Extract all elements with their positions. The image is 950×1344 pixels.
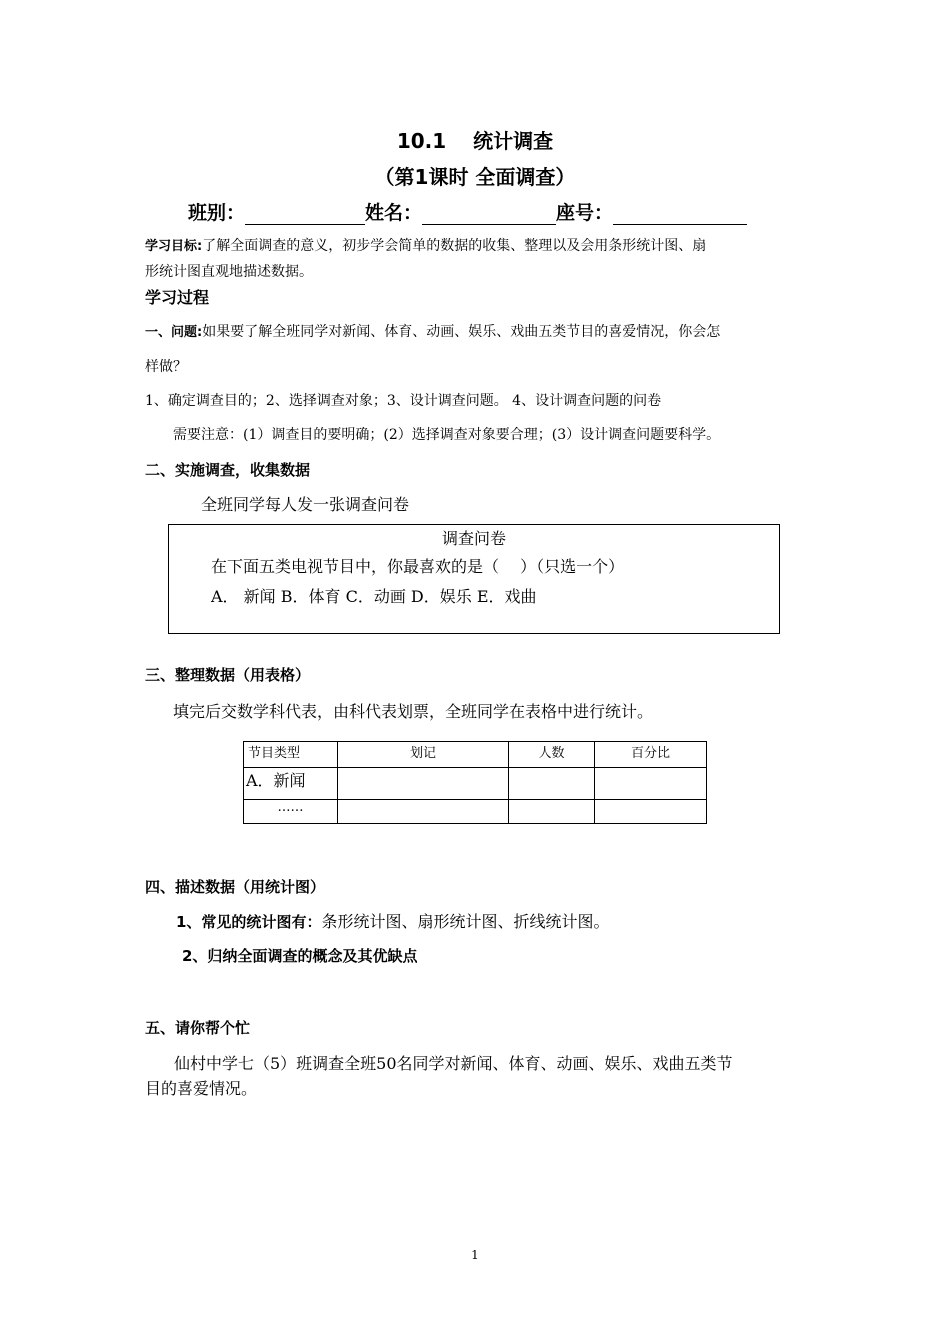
section4-item1-text: 条形统计图、扇形统计图、折线统计图。 [321,912,610,931]
page-title: 10.1 统计调查 [396,129,554,153]
class-blank[interactable] [245,202,365,225]
section5-line-1: 仙村中学七（5）班调查全班50名同学对新闻、体育、动画、娱乐、戏曲五类节 [174,1054,733,1073]
table-header-cell: 划记 [338,742,509,768]
table-cell[interactable] [595,800,707,824]
page-subtitle: （第1课时 全面调查） [374,165,576,189]
section4-heading: 四、描述数据（用统计图） [145,878,326,896]
table-cell: …… [244,800,338,824]
section4-item2: 2、归纳全面调查的概念及其优缺点 [182,947,418,965]
section1-label: 一、问题: [145,325,203,340]
table-header-cell: 百分比 [595,742,707,768]
class-label: 班别： [188,202,246,224]
section1-note: 需要注意：(1）调查目的要明确；(2）选择调查对象要合理；(3）设计调查问题要科学。 [173,427,721,443]
section2-heading: 二、实施调查，收集数据 [145,461,311,479]
student-info-row [188,198,747,225]
table-cell[interactable] [338,800,509,824]
questionnaire-box [168,524,780,634]
section3-heading: 三、整理数据（用表格） [145,666,311,684]
tally-table [243,741,707,824]
section5-heading: 五、请你帮个忙 [145,1019,251,1037]
table-cell[interactable] [338,768,509,800]
table-header-cell: 节目类型 [244,742,338,768]
section1-steps: 1、确定调查目的；2、选择调查对象；3、设计调查问题。 4、设计调查问题的问卷 [145,393,662,409]
table-header-row [244,742,707,768]
goal-line-1 [145,235,706,255]
process-heading: 学习过程 [145,288,210,307]
section1-text-1: 如果要了解全班同学对新闻、体育、动画、娱乐、戏曲五类节目的喜爱情况，你会怎 [202,324,721,340]
seat-label: 座号： [556,202,614,224]
goal-text-1: 了解全面调查的意义，初步学会简单的数据的收集、整理以及会用条形统计图、扇 [202,238,707,254]
name-label: 姓名： [365,202,423,224]
table-cell[interactable] [509,800,595,824]
page-number: 1 [471,1248,479,1262]
table-row [244,768,707,800]
table-header-cell: 人数 [509,742,595,768]
questionnaire-options: A． 新闻 B．体育 C．动画 D．娱乐 E．戏曲 [211,587,537,606]
name-blank[interactable] [422,202,556,225]
table-cell: A．新闻 [244,768,338,800]
table-row [244,800,707,824]
goal-line-2: 形统计图直观地描述数据。 [145,264,313,280]
table-cell[interactable] [595,768,707,800]
section3-text: 填完后交数学科代表，由科代表划票，全班同学在表格中进行统计。 [173,702,654,721]
section1-line-1 [145,321,720,341]
section4-item1-label: 1、常见的统计图有： [176,913,322,931]
table-cell[interactable] [509,768,595,800]
section5-line-2: 目的喜爱情况。 [145,1079,258,1098]
section2-text: 全班同学每人发一张调查问卷 [201,495,410,514]
section1-line-2: 样做？ [145,359,187,375]
questionnaire-title: 调查问卷 [441,529,506,548]
section4-item1 [176,909,609,932]
goal-label: 学习目标: [145,239,203,254]
seat-blank[interactable] [613,202,747,225]
questionnaire-question: 在下面五类电视节目中，你最喜欢的是（ ）（只选一个） [211,557,625,576]
